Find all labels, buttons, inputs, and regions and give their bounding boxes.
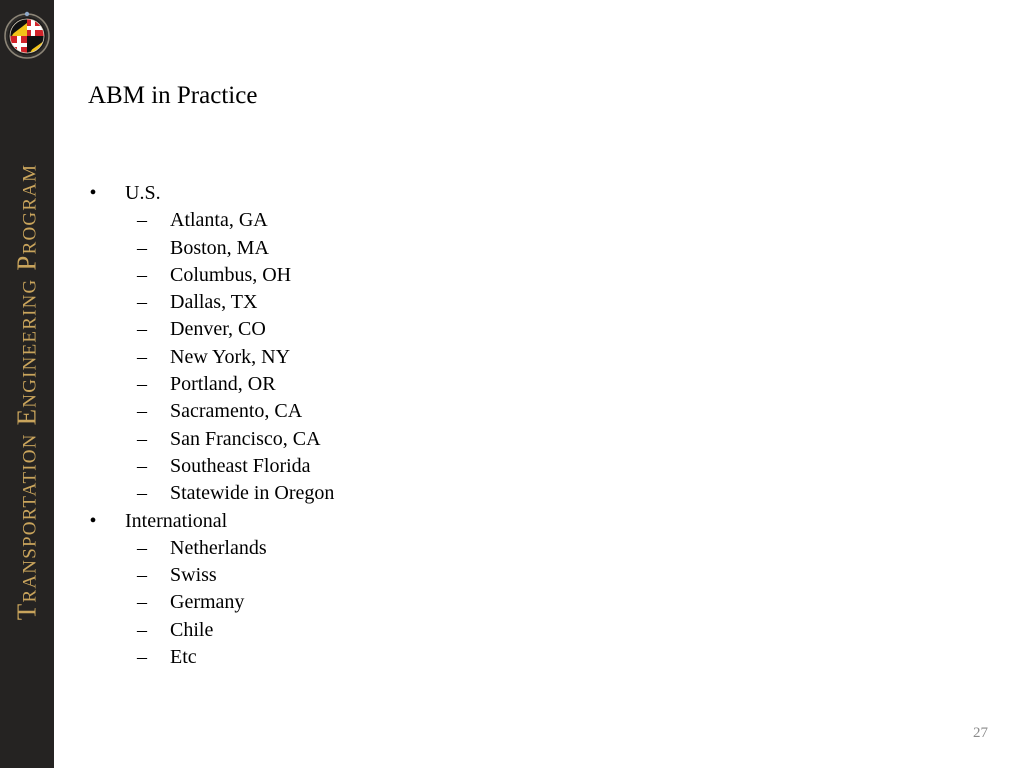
sub-item-label: Atlanta, GA bbox=[170, 209, 268, 232]
sub-item-label: Southeast Florida bbox=[170, 454, 311, 477]
sub-bullet-glyph: – bbox=[137, 345, 147, 368]
sub-item bbox=[125, 480, 334, 507]
bullet-glyph: • bbox=[89, 509, 97, 532]
sub-item bbox=[125, 262, 334, 289]
sidebar bbox=[0, 0, 54, 768]
sub-item bbox=[125, 207, 334, 234]
sub-item bbox=[125, 535, 334, 562]
sub-item-label: Netherlands bbox=[170, 536, 267, 559]
sub-item-label: Germany bbox=[170, 591, 245, 614]
sub-item-label: Swiss bbox=[170, 564, 217, 587]
sub-item bbox=[125, 562, 334, 589]
sub-item-label: Chile bbox=[170, 618, 214, 641]
sub-bullet-glyph: – bbox=[137, 591, 147, 614]
sub-bullet-glyph: – bbox=[137, 209, 147, 232]
sub-item bbox=[125, 589, 334, 616]
sub-item bbox=[125, 644, 334, 671]
sub-item-label: Portland, OR bbox=[170, 373, 276, 396]
sub-bullet-glyph: – bbox=[137, 291, 147, 314]
university-seal-logo bbox=[3, 5, 51, 63]
sub-item-label: Dallas, TX bbox=[170, 291, 258, 314]
sub-item-label: Boston, MA bbox=[170, 236, 269, 259]
sub-bullet-glyph: – bbox=[137, 564, 147, 587]
sub-bullet-glyph: – bbox=[137, 373, 147, 396]
sub-item-label: Sacramento, CA bbox=[170, 400, 303, 423]
sub-list-international bbox=[125, 535, 334, 671]
sub-item-label: Denver, CO bbox=[170, 318, 266, 341]
sub-item-label: Columbus, OH bbox=[170, 263, 292, 286]
sub-list-us bbox=[125, 207, 334, 507]
sub-bullet-glyph: – bbox=[137, 318, 147, 341]
sub-bullet-glyph: – bbox=[137, 454, 147, 477]
sub-bullet-glyph: – bbox=[137, 427, 147, 450]
sub-bullet-glyph: – bbox=[137, 400, 147, 423]
sub-bullet-glyph: – bbox=[137, 263, 147, 286]
slide-content bbox=[88, 180, 334, 671]
bullet-list bbox=[88, 180, 334, 671]
program-name: Transportation Engineering Program bbox=[11, 163, 42, 621]
sub-bullet-glyph: – bbox=[137, 536, 147, 559]
sub-item bbox=[125, 426, 334, 453]
bullet-glyph: • bbox=[89, 182, 97, 204]
sub-item-label: New York, NY bbox=[170, 345, 291, 368]
bullet-item-international bbox=[88, 508, 334, 672]
sub-bullet-glyph: – bbox=[137, 482, 147, 505]
bullet-label: International bbox=[125, 509, 228, 532]
sub-item bbox=[125, 398, 334, 425]
bullet-label: U.S. bbox=[125, 182, 161, 204]
sub-item bbox=[125, 289, 334, 316]
page-number: 27 bbox=[973, 725, 988, 741]
sub-item-label: San Francisco, CA bbox=[170, 427, 321, 450]
sub-item bbox=[125, 235, 334, 262]
sub-item bbox=[125, 453, 334, 480]
bullet-item-us bbox=[88, 180, 334, 508]
sub-item bbox=[125, 371, 334, 398]
sub-bullet-glyph: – bbox=[137, 236, 147, 259]
sub-bullet-glyph: – bbox=[137, 618, 147, 641]
sub-item bbox=[125, 316, 334, 343]
sub-item bbox=[125, 617, 334, 644]
sub-item bbox=[125, 344, 334, 371]
slide-title: ABM in Practice bbox=[88, 82, 258, 109]
sub-item-label: Etc bbox=[170, 646, 197, 669]
sub-bullet-glyph: – bbox=[137, 646, 147, 669]
sub-item-label: Statewide in Oregon bbox=[170, 482, 335, 505]
